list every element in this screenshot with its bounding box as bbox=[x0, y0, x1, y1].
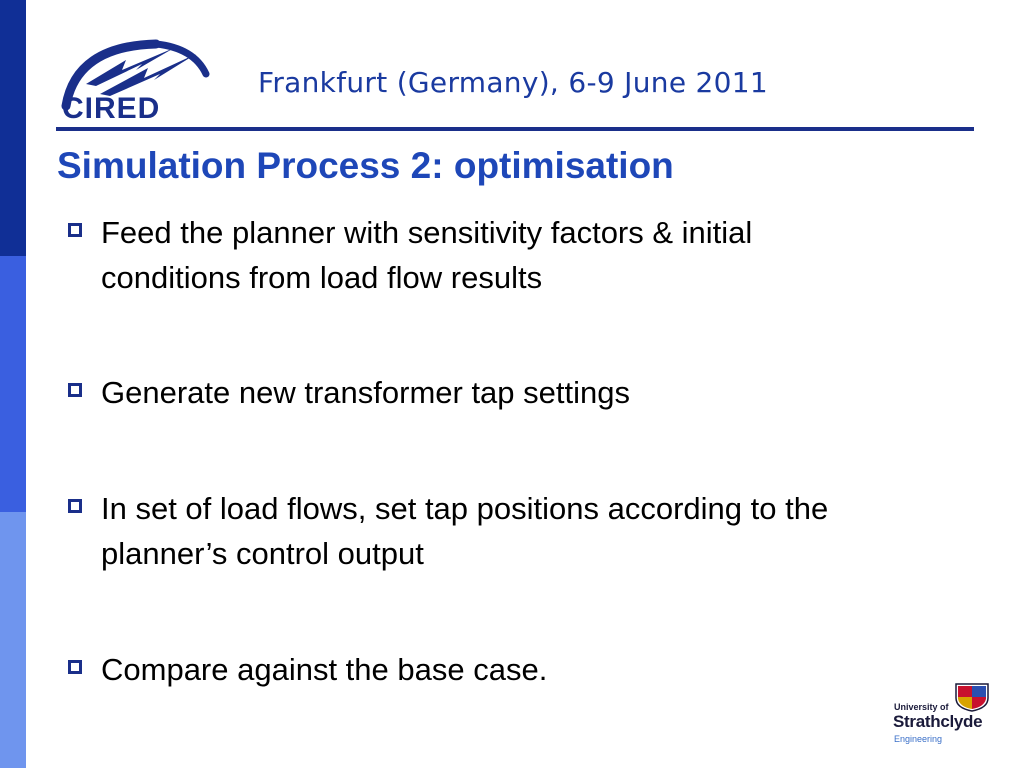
side-bar-mid-segment bbox=[0, 256, 26, 512]
university-name: Strathclyde bbox=[893, 712, 983, 731]
square-bullet-icon bbox=[68, 383, 82, 397]
side-bar-dark-segment bbox=[0, 0, 26, 256]
left-decorative-bar bbox=[0, 0, 26, 768]
header-divider bbox=[56, 127, 974, 131]
bullet-text: Compare against the base case. bbox=[101, 652, 548, 687]
bullet-text: Generate new transformer tap settings bbox=[101, 375, 630, 410]
bullet-text: Feed the planner with sensitivity factors & initial conditions from load flow results bbox=[101, 215, 753, 295]
side-bar-light-segment bbox=[0, 512, 26, 768]
square-bullet-icon bbox=[68, 223, 82, 237]
cired-logo-text: CIRED bbox=[62, 92, 161, 124]
cired-logo bbox=[56, 36, 216, 124]
crest-icon bbox=[954, 682, 990, 712]
cired-logo-graphic bbox=[56, 36, 216, 124]
university-of-label: University of bbox=[894, 702, 949, 712]
event-header: Frankfurt (Germany), 6-9 June 2011 bbox=[258, 66, 769, 99]
slide-title: Simulation Process 2: optimisation bbox=[57, 145, 674, 186]
square-bullet-icon bbox=[68, 499, 82, 513]
strathclyde-logo bbox=[890, 680, 1000, 752]
bullet-text: In set of load flows, set tap positions according to the planner’s control output bbox=[101, 491, 829, 571]
faculty-name: Engineering bbox=[894, 734, 943, 744]
square-bullet-icon bbox=[68, 660, 82, 674]
